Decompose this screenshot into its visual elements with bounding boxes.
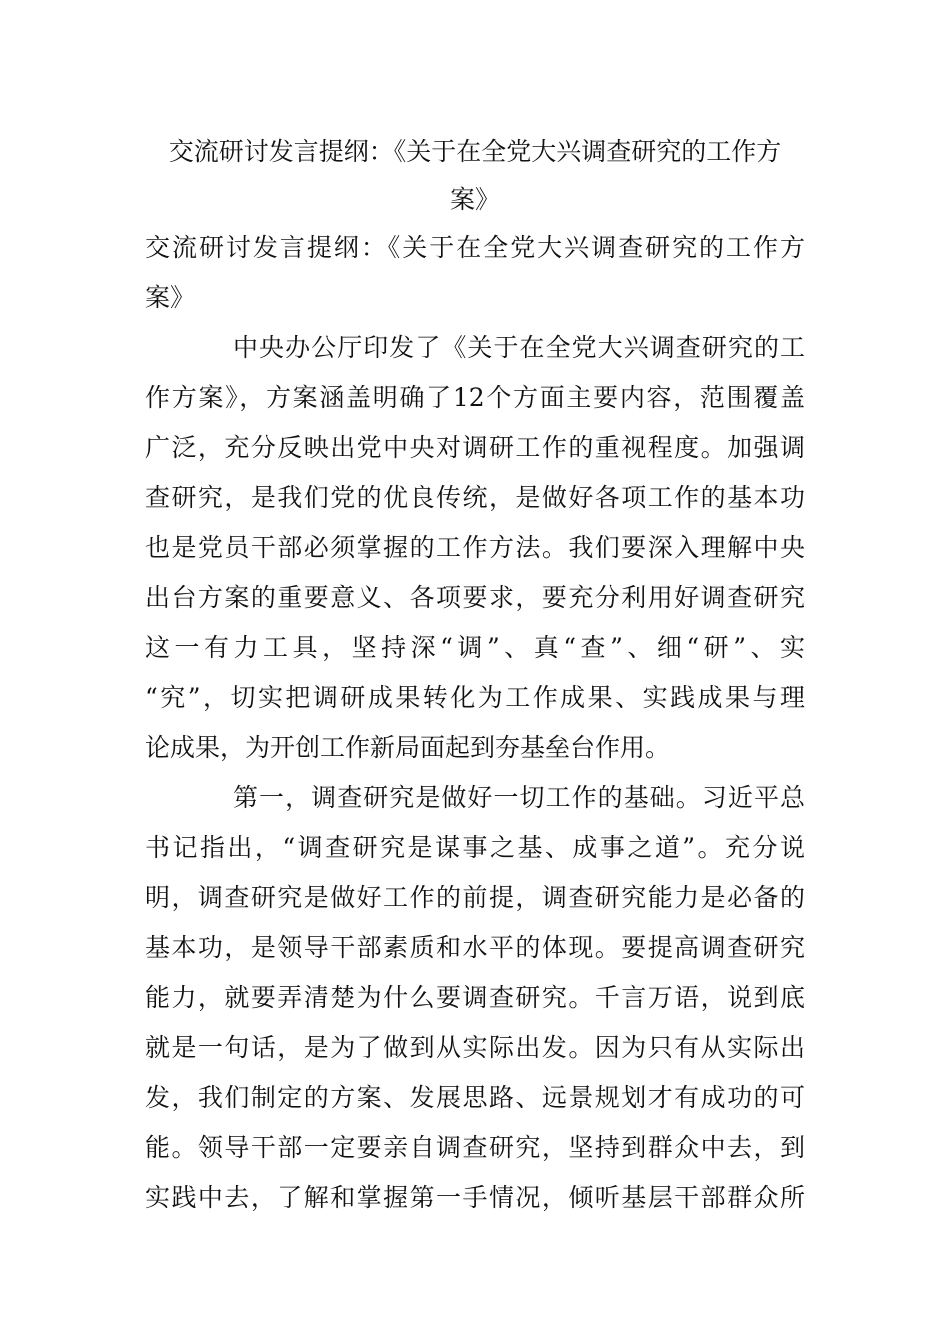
title-line: 交流研讨发言提纲：《关于在全党大兴调查研究的工作方 bbox=[168, 137, 782, 166]
title-line: 案》 bbox=[449, 185, 500, 214]
subtitle-line: 案》 bbox=[145, 283, 196, 312]
paragraph-intro bbox=[145, 323, 805, 773]
paragraph-line: 基本功，是领导干部素质和水平的体现。要提高调查研究 bbox=[145, 933, 805, 962]
document-title bbox=[145, 128, 805, 224]
paragraph-line: 能力，就要弄清楚为什么要调查研究。千言万语，说到底 bbox=[145, 983, 805, 1012]
paragraph-line: 就是一句话，是为了做到从实际出发。因为只有从实际出 bbox=[145, 1033, 805, 1062]
paragraph-line: 查研究，是我们党的优良传统，是做好各项工作的基本功 bbox=[145, 483, 805, 512]
paragraph-line: 也是党员干部必须掌握的工作方法。我们要深入理解中央 bbox=[145, 533, 805, 562]
paragraph-line: “究”，切实把调研成果转化为工作成果、实践成果与理 bbox=[145, 683, 805, 712]
paragraph-first-point bbox=[145, 773, 805, 1223]
paragraph-line: 广泛，充分反映出党中央对调研工作的重视程度。加强调 bbox=[145, 433, 805, 462]
paragraph-line: 出台方案的重要意义、各项要求，要充分利用好调查研究 bbox=[145, 583, 805, 612]
subtitle-line: 交流研讨发言提纲：《关于在全党大兴调查研究的工作方 bbox=[145, 233, 805, 262]
paragraph-line: 作方案》，方案涵盖明确了12个方面主要内容，范围覆盖 bbox=[145, 383, 805, 412]
paragraph-line: 中央办公厅印发了《关于在全党大兴调查研究的工 bbox=[233, 333, 805, 362]
paragraph-line: 第一，调查研究是做好一切工作的基础。习近平总 bbox=[233, 783, 805, 812]
paragraph-line: 能。领导干部一定要亲自调查研究，坚持到群众中去，到 bbox=[145, 1133, 805, 1162]
paragraph-line: 书记指出，“调查研究是谋事之基、成事之道”。充分说 bbox=[145, 833, 805, 862]
paragraph-line: 发，我们制定的方案、发展思路、远景规划才有成功的可 bbox=[145, 1083, 805, 1112]
document-subtitle bbox=[145, 223, 805, 323]
paragraph-line: 实践中去，了解和掌握第一手情况，倾听基层干部群众所 bbox=[145, 1183, 805, 1212]
paragraph-line: 这一有力工具，坚持深“调”、真“查”、细“研”、实 bbox=[145, 633, 805, 662]
paragraph-line: 论成果，为开创工作新局面起到夯基垒台作用。 bbox=[145, 733, 671, 762]
paragraph-line: 明，调查研究是做好工作的前提，调查研究能力是必备的 bbox=[145, 883, 805, 912]
